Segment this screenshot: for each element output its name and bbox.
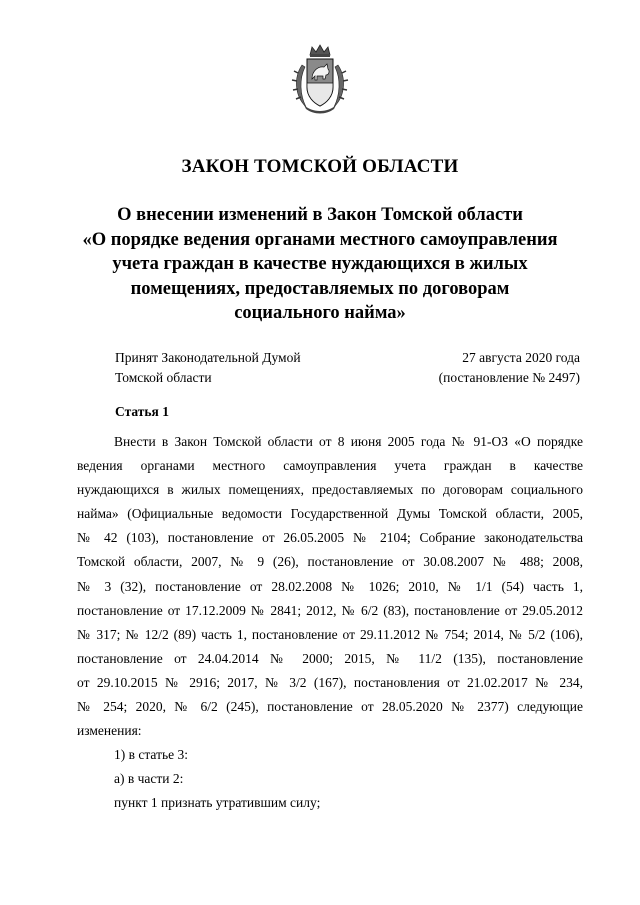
subject-line: учета граждан в качестве нуждающихся в жилых [112, 254, 528, 274]
article-body [77, 430, 583, 816]
paragraph-line: № 317; № 12/2 (89) часть 1, постановление от 29.11.2012 № 754; 2014, № 5/2 (106), [77, 626, 583, 642]
adopted-by [115, 348, 301, 388]
list-item: а) в части 2: [114, 771, 184, 787]
paragraph-line: № 254; 2020, № 6/2 (245), постановление от 28.05.2020 № 2377) следующие [77, 699, 583, 715]
paragraph-line: изменения: [77, 723, 142, 739]
adoption-date [430, 348, 580, 388]
list-item: 1) в статье 3: [114, 747, 188, 763]
resolution-number: (постановление № 2497) [438, 370, 580, 385]
paragraph-line: от 29.10.2015 № 2916; 2017, № 3/2 (167), постановления от 21.02.2017 № 234, [77, 674, 583, 690]
subject-line: О внесении изменений в Закон Томской области [117, 205, 523, 225]
subject-line: социального найма» [234, 303, 406, 323]
paragraph-line: Внести в Закон Томской области от 8 июня 2005 года № 91-ОЗ «О порядке [114, 434, 583, 449]
adoption-date-line: 27 августа 2020 года [462, 350, 580, 365]
paragraph-line: постановление от 17.12.2009 № 2841; 2012, № 6/2 (83), постановление от 29.05.2012 [77, 602, 583, 618]
paragraph-line: Томской области, 2007, № 9 (26), постановление от 30.08.2007 № 488; 2008, [77, 554, 583, 570]
paragraph-line: ведения органами местного самоуправления учета граждан в качестве [77, 458, 583, 474]
subject-line: помещениях, предоставляемых по договорам [130, 278, 510, 299]
subject-line: «О порядке ведения органами местного самоуправления [82, 229, 558, 250]
paragraph-line: найма» (Официальные ведомости Государственной Думы Томской области, 2005, [77, 506, 583, 522]
law-subject [60, 203, 580, 326]
law-title: ЗАКОН ТОМСКОЙ ОБЛАСТИ [181, 156, 459, 177]
list-item: пункт 1 признать утратившим силу; [114, 795, 321, 811]
tomsk-coat-of-arms-icon [288, 43, 352, 117]
paragraph-line: постановление от 24.04.2014 № 2000; 2015, № 11/2 (135), постановление [77, 650, 583, 666]
paragraph-line: № 42 (103), постановление от 26.05.2005 № 2104; Собрание законодательства [77, 530, 583, 546]
adopted-by-line: Принят Законодательной Думой [115, 350, 301, 365]
article-heading: Статья 1 [115, 404, 169, 419]
paragraph-line: нуждающихся в жилых помещениях, предоставляемых по договорам социального [77, 482, 583, 498]
paragraph-line: № 3 (32), постановление от 28.02.2008 № 1026; 2010, № 1/1 (54) часть 1, [77, 578, 583, 594]
adopted-by-line: Томской области [115, 370, 212, 385]
